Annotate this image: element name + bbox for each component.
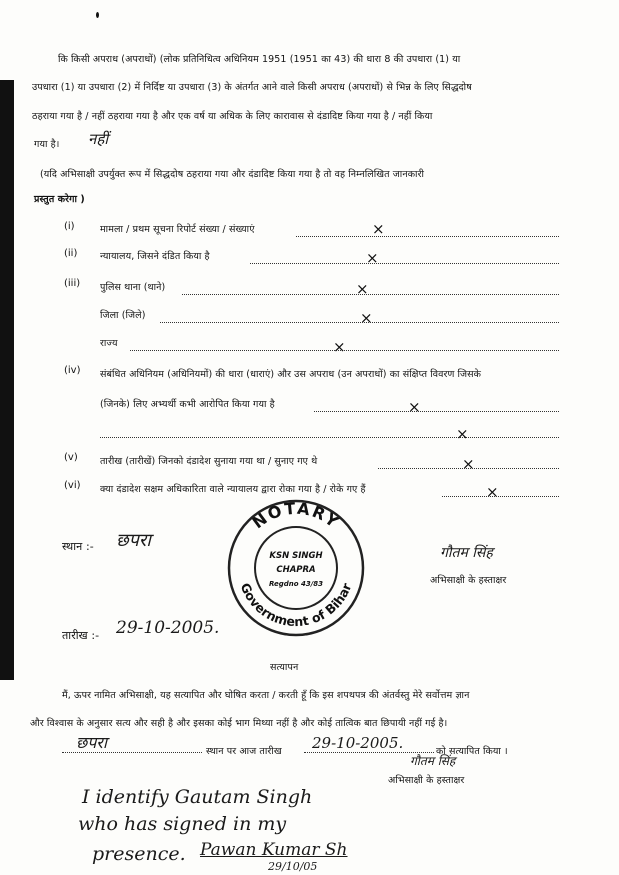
item-label: (जिनके) लिए अभ्यर्थी कभी आरोपित किया गया है	[100, 399, 275, 410]
identification-line-3: presence.	[92, 843, 186, 865]
intro-line-2: उपधारा (1) या उपधारा (2) में निर्दिष्ट या उपधारा (3) के अंतर्गत आने वाले किसी अपराध (अपराधों) से भिन्न के लिए सिद्धदोष	[32, 82, 472, 93]
identifier-date: 29/10/05	[268, 860, 318, 873]
intro-line-1: कि किसी अपराध (अपराधों) (लोक प्रतिनिधित्व अधिनियम 1951 (1951 का 43) की धारा 8 की उपधारा (1) या	[58, 54, 461, 65]
verification-heading: सत्यापन	[270, 662, 299, 673]
cross-mark: ×	[462, 455, 475, 473]
cross-mark: ×	[456, 425, 469, 443]
cross-mark: ×	[366, 249, 379, 267]
item-fill-rule	[100, 437, 559, 438]
condition-line-2: प्रस्तुत करेगा )	[34, 194, 85, 205]
intro-line-4: गया है।	[34, 139, 60, 150]
verification-mid-text: स्थान पर आज तारीख	[206, 746, 282, 757]
item-fill-rule	[182, 294, 559, 295]
item-number: (vi)	[64, 480, 81, 491]
cross-mark: ×	[360, 309, 373, 327]
item-label: क्या दंडादेश सक्षम अधिकारिता वाले न्यायालय द्वारा रोका गया है / रोके गए हैं	[100, 484, 366, 495]
identification-line-2: who has signed in my	[78, 813, 287, 835]
cross-mark: ×	[356, 280, 369, 298]
cross-mark: ×	[486, 483, 499, 501]
stamp-name: KSN SINGH	[269, 551, 323, 561]
date-value-handwritten: 29-10-2005.	[116, 618, 220, 638]
place-fill-rule	[62, 752, 202, 753]
item-fill-rule	[442, 496, 559, 497]
stamp-registration: Regdno 43/83	[268, 580, 324, 588]
intro-answer-handwritten: नहीं	[88, 130, 109, 148]
deponent-signature: गौतम सिंह	[410, 754, 456, 768]
deponent-signature-label: अभिसाक्षी के हस्ताक्षर	[430, 575, 507, 586]
item-fill-rule	[296, 236, 559, 237]
scan-speck	[96, 12, 99, 18]
item-label: राज्य	[100, 338, 118, 349]
cross-mark: ×	[408, 398, 421, 416]
verification-place-handwritten: छपरा	[76, 733, 107, 752]
item-label: मामला / प्रथम सूचना रिपोर्ट संख्या / संख्याएं	[100, 224, 255, 235]
deponent-signature: गौतम सिंह	[440, 545, 493, 561]
item-number: (iv)	[64, 365, 81, 376]
item-fill-rule	[314, 411, 559, 412]
deponent-signature-label: अभिसाक्षी के हस्ताक्षर	[388, 775, 465, 786]
verification-end-text: को सत्यापित किया ।	[436, 746, 508, 757]
item-fill-rule	[250, 263, 559, 264]
identifier-signature: Pawan Kumar Sh	[200, 840, 348, 860]
intro-line-3: ठहराया गया है / नहीं ठहराया गया है और एक वर्ष या अधिक के लिए कारावास से दंडादिष्ट किया गया है / नहीं किया	[32, 111, 433, 122]
item-label: जिला (जिले)	[100, 310, 146, 321]
item-label: न्यायालय, जिसने दंडित किया है	[100, 251, 210, 262]
verification-line-2: और विश्वास के अनुसार सत्य और सही है और इसका कोई भाग मिथ्या नहीं है और कोई तात्विक बात छिपायी नहीं गई है।	[30, 718, 448, 729]
date-label: तारीख :-	[62, 629, 100, 642]
cross-mark: ×	[372, 220, 385, 238]
item-label: तारीख (तारीखें) जिनको दंडादेश सुनाया गया था / सुनाए गए थे	[100, 456, 318, 467]
stamp-top-text: NOTARY	[248, 498, 344, 533]
verification-line-1: मैं, ऊपर नामित अभिसाक्षी, यह सत्यापित और घोषित करता / करती हूँ कि इस शपथपत्र की अंतर्वस्तु मेरे सर्वोत्तम ज्ञान	[62, 690, 470, 701]
verification-date-handwritten: 29-10-2005.	[312, 734, 404, 752]
item-number: (v)	[64, 452, 78, 463]
item-number: (iii)	[64, 278, 81, 289]
identification-line-1: I identify Gautam Singh	[82, 786, 313, 808]
notary-stamp	[226, 498, 366, 638]
condition-line-1: (यदि अभिसाक्षी उपर्युक्त रूप में सिद्धदोष ठहराया गया और दंडादिष्ट किया गया है तो वह निम्नलिखित जानकारी	[40, 169, 425, 180]
place-value-handwritten: छपरा	[116, 530, 151, 551]
item-label: पुलिस थाना (थाने)	[100, 282, 166, 293]
place-label: स्थान :-	[62, 540, 94, 553]
item-number: (ii)	[64, 248, 78, 259]
item-label: संबंधित अधिनियम (अधिनियमों) की धारा (धाराएं) और उस अपराध (उन अपराधों) का संक्षिप्त विवरण जिसके	[100, 369, 482, 380]
cross-mark: ×	[333, 338, 346, 356]
stamp-city: CHAPRA	[276, 565, 316, 575]
scan-edge-shadow	[0, 80, 14, 680]
stamp-bottom-text: Government of Bihar	[237, 580, 355, 630]
item-number: (i)	[64, 221, 75, 232]
